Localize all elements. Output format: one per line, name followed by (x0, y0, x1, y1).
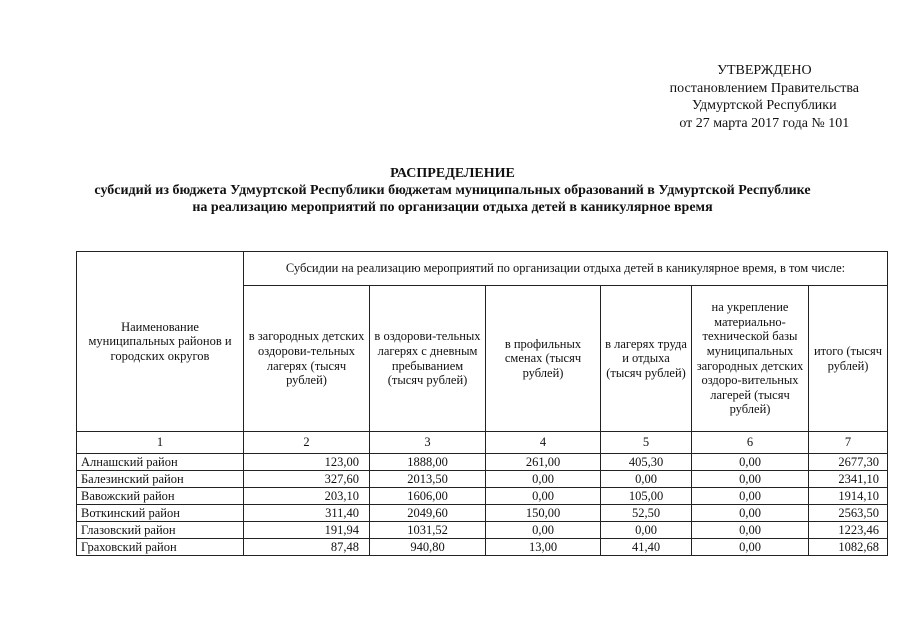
title-line-2: на реализацию мероприятий по организации отдыха детей в каникулярное время (192, 200, 713, 215)
cell-country-camps: 123,00 (244, 454, 370, 471)
approval-decree: постановлением Правительства (669, 80, 859, 96)
column-number: 2 (244, 432, 370, 454)
cell-labor-camps: 41,40 (601, 539, 692, 556)
cell-labor-camps: 405,30 (601, 454, 692, 471)
column-number: 3 (370, 432, 486, 454)
cell-day-camps: 1606,00 (370, 488, 486, 505)
cell-total: 1223,46 (809, 522, 888, 539)
cell-labor-camps: 0,00 (601, 522, 692, 539)
district-name: Балезинский район (77, 471, 244, 488)
cell-infrastructure: 0,00 (692, 488, 809, 505)
cell-total: 2563,50 (809, 505, 888, 522)
cell-country-camps: 311,40 (244, 505, 370, 522)
column-number: 7 (809, 432, 888, 454)
table-row (77, 522, 888, 539)
column-number: 1 (77, 432, 244, 454)
district-name: Граховский район (77, 539, 244, 556)
cell-country-camps: 87,48 (244, 539, 370, 556)
cell-profile-shifts: 0,00 (486, 471, 601, 488)
column-number-row (77, 432, 888, 454)
approval-stamp-block (670, 62, 859, 132)
cell-profile-shifts: 13,00 (486, 539, 601, 556)
cell-total: 2341,10 (809, 471, 888, 488)
cell-infrastructure: 0,00 (692, 471, 809, 488)
cell-total: 1914,10 (809, 488, 888, 505)
cell-profile-shifts: 261,00 (486, 454, 601, 471)
header-country-camps: в загородных детских оздорови-тельных лагерях (тысяч рублей) (244, 286, 370, 432)
cell-profile-shifts: 150,00 (486, 505, 601, 522)
cell-country-camps: 327,60 (244, 471, 370, 488)
cell-day-camps: 2049,60 (370, 505, 486, 522)
cell-day-camps: 940,80 (370, 539, 486, 556)
district-name: Глазовский район (77, 522, 244, 539)
cell-labor-camps: 105,00 (601, 488, 692, 505)
table-row (77, 454, 888, 471)
header-labor-camps: в лагерях труда и отдыха (тысяч рублей) (601, 286, 692, 432)
approval-date: от 27 марта 2017 года № 101 (679, 115, 850, 131)
cell-profile-shifts: 0,00 (486, 488, 601, 505)
header-total: итого (тысяч рублей) (809, 286, 888, 432)
cell-total: 2677,30 (809, 454, 888, 471)
cell-profile-shifts: 0,00 (486, 522, 601, 539)
subsidy-table (76, 251, 888, 556)
table-row (77, 505, 888, 522)
cell-infrastructure: 0,00 (692, 454, 809, 471)
cell-labor-camps: 52,50 (601, 505, 692, 522)
column-number: 4 (486, 432, 601, 454)
header-infrastructure: на укрепление материально-технической базы муниципальных загородных детских оздоро-вительных лагерей (тысяч рублей) (692, 286, 809, 432)
cell-labor-camps: 0,00 (601, 471, 692, 488)
cell-infrastructure: 0,00 (692, 505, 809, 522)
table-row (77, 488, 888, 505)
cell-infrastructure: 0,00 (692, 539, 809, 556)
header-profile-shifts: в профильных сменах (тысяч рублей) (486, 286, 601, 432)
cell-day-camps: 1031,52 (370, 522, 486, 539)
header-municipality: Наименование муниципальных районов и городских округов (77, 252, 244, 432)
cell-day-camps: 2013,50 (370, 471, 486, 488)
table-row (77, 539, 888, 556)
column-number: 6 (692, 432, 809, 454)
title-line-1: субсидий из бюджета Удмуртской Республики бюджетам муниципальных образований в Удмуртской Республике (94, 183, 811, 198)
district-name: Алнашский район (77, 454, 244, 471)
header-subsidy-group: Субсидии на реализацию мероприятий по организации отдыха детей в каникулярное время, в том числе: (244, 252, 888, 286)
table-row (77, 471, 888, 488)
cell-total: 1082,68 (809, 539, 888, 556)
header-day-camps: в оздорови-тельных лагерях с дневным пребыванием (тысяч рублей) (370, 286, 486, 432)
approval-authority: Удмуртской Республики (692, 98, 837, 113)
title-heading: РАСПРЕДЕЛЕНИЕ (390, 166, 515, 181)
cell-day-camps: 1888,00 (370, 454, 486, 471)
document-title (0, 165, 905, 216)
district-name: Воткинский район (77, 505, 244, 522)
column-number: 5 (601, 432, 692, 454)
district-name: Вавожский район (77, 488, 244, 505)
cell-infrastructure: 0,00 (692, 522, 809, 539)
cell-country-camps: 203,10 (244, 488, 370, 505)
approval-label: УТВЕРЖДЕНО (717, 63, 812, 78)
cell-country-camps: 191,94 (244, 522, 370, 539)
